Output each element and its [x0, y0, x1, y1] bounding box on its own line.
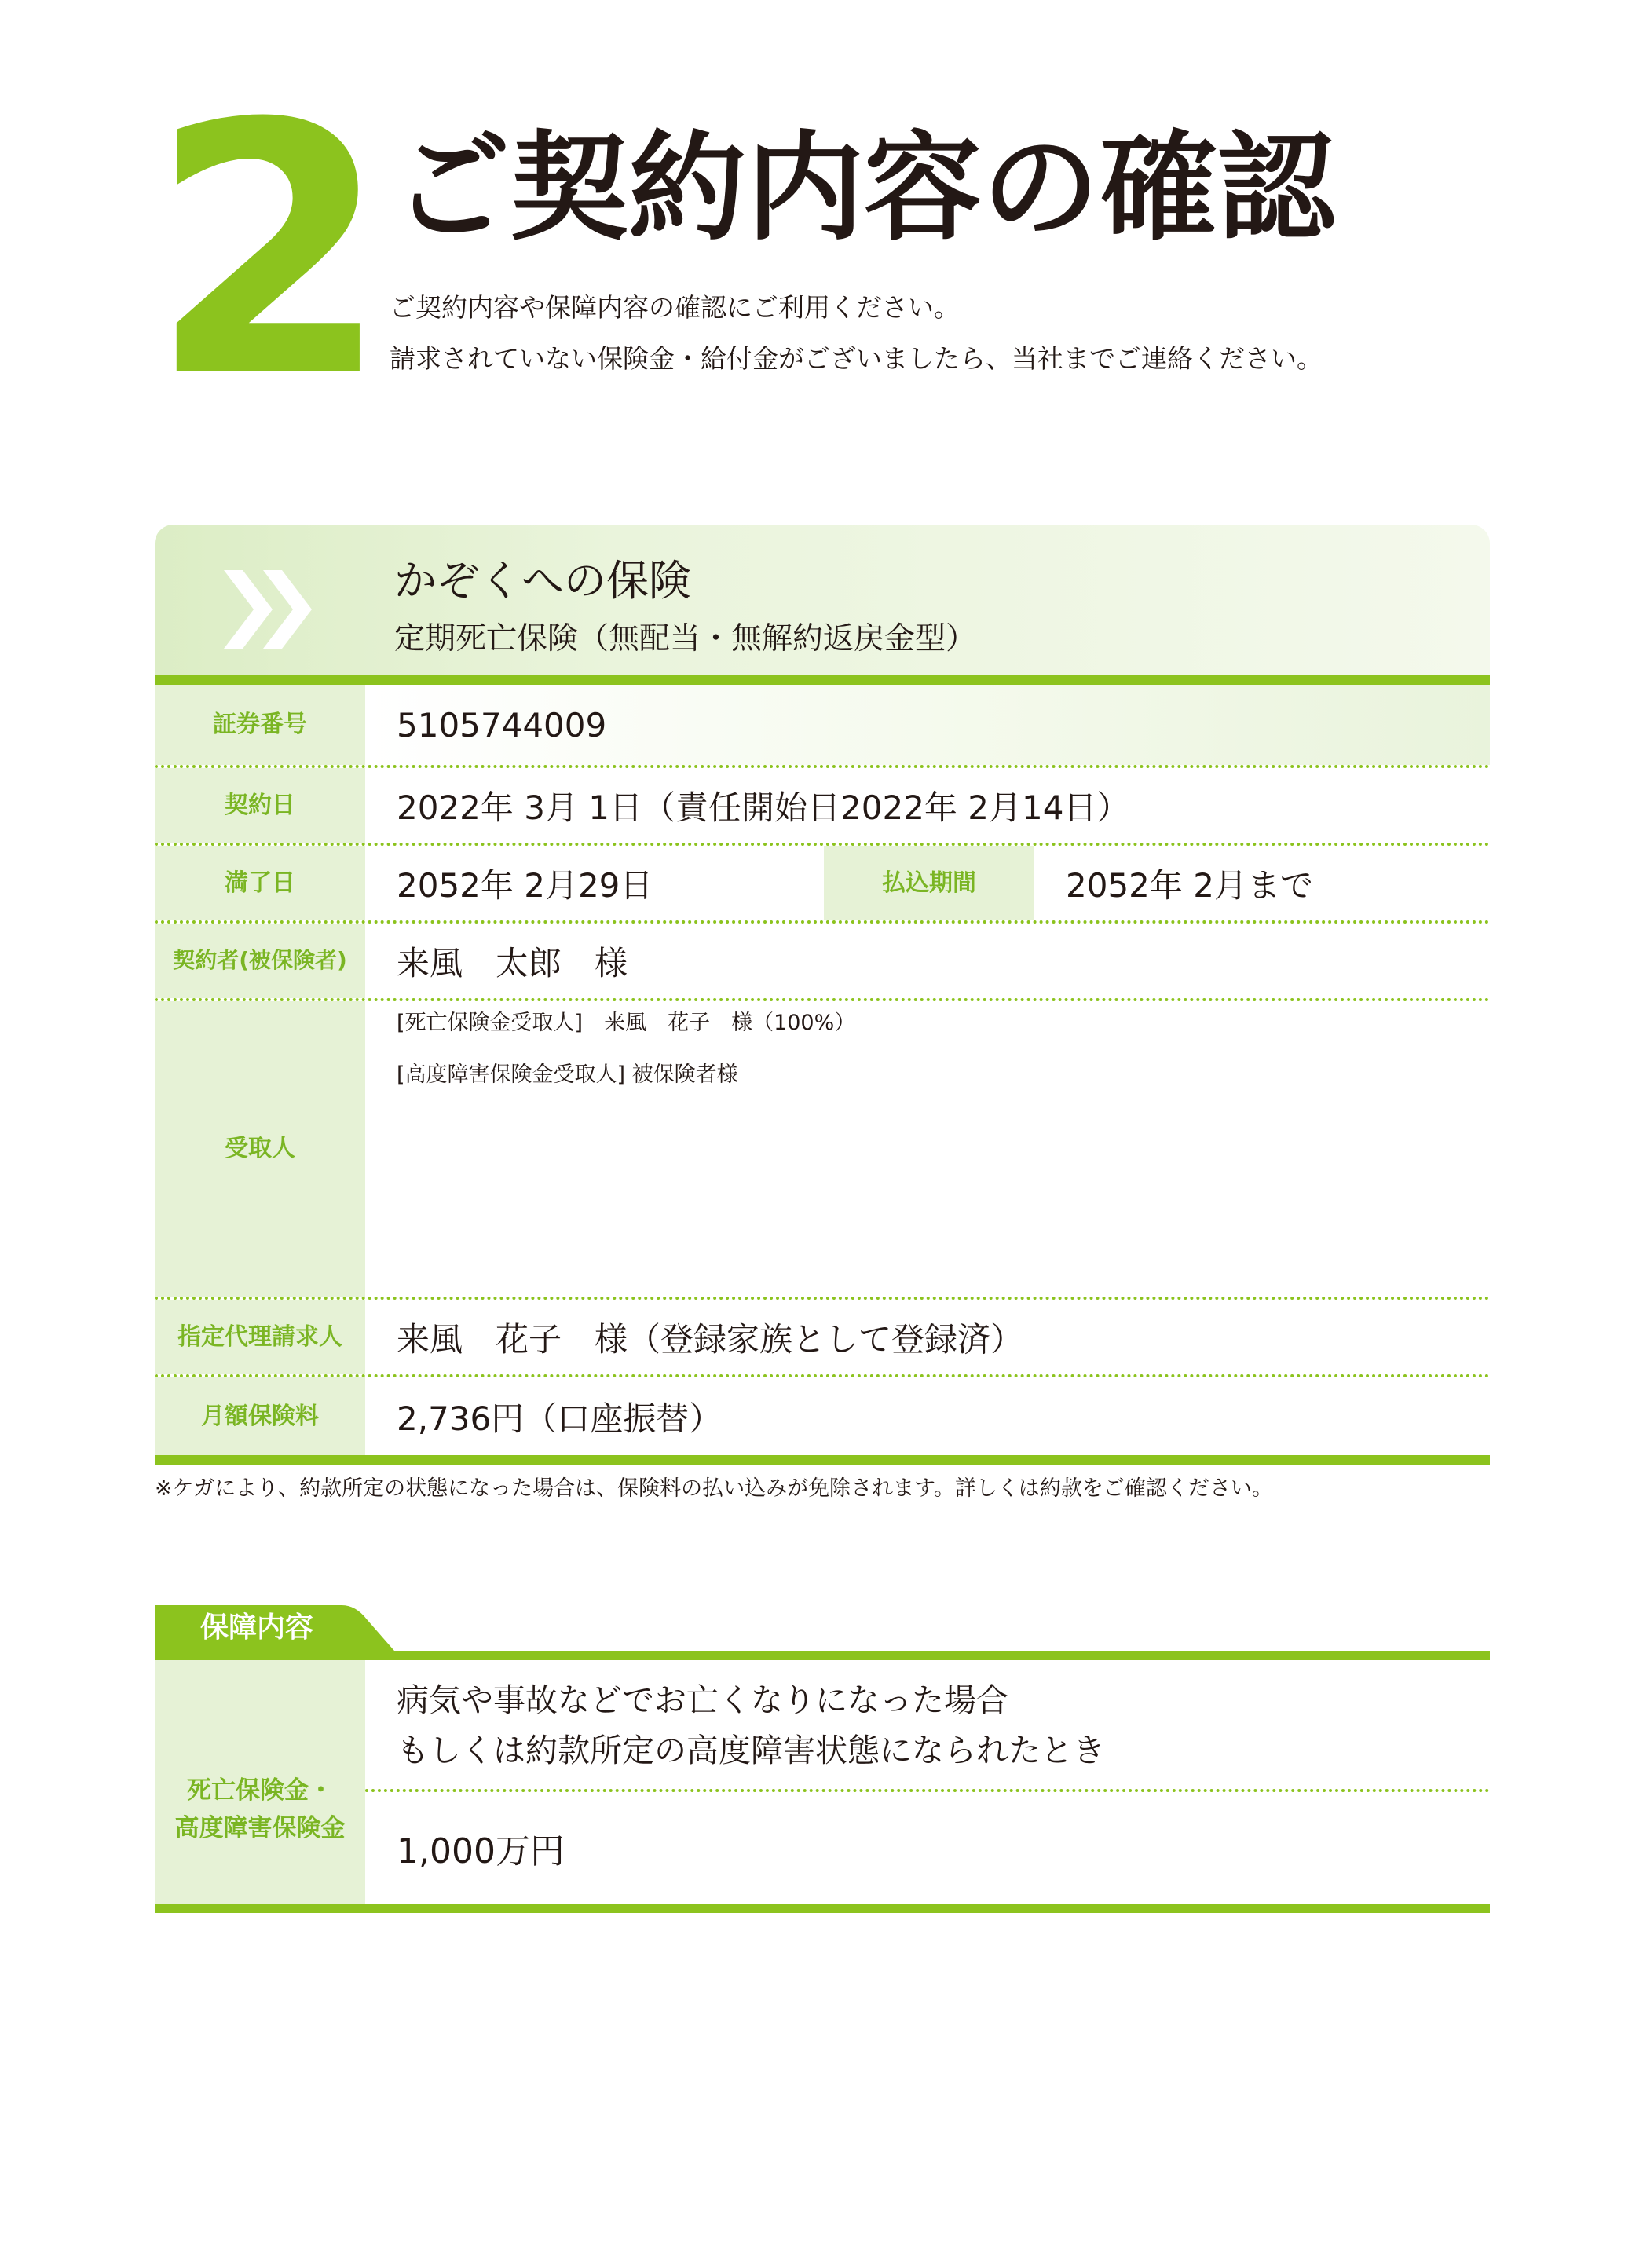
page-title: ご契約内容の確認 — [393, 120, 1336, 257]
coverage-body — [155, 1660, 1490, 1904]
beneficiary-value — [365, 1001, 1490, 1297]
maturity-value: 2052年 2月29日 — [365, 846, 824, 920]
plan-name: かぞくへの保険 — [394, 556, 691, 605]
row-policy-number — [155, 685, 1490, 768]
payment-period-label: 払込期間 — [824, 846, 1034, 920]
monthly-premium-label: 月額保険料 — [155, 1377, 365, 1455]
policyholder-label: 契約者(被保険者) — [155, 924, 365, 998]
divider — [155, 1455, 1490, 1465]
coverage-condition-line1: 病気や事故などでお亡くなりになった場合 — [397, 1681, 1008, 1719]
row-beneficiary — [155, 1001, 1490, 1300]
contract-card-header — [155, 525, 1490, 675]
death-beneficiary: [死亡保険金受取人] 来風 花子 様（100%） — [397, 1011, 856, 1035]
policy-number-value: 5105744009 — [365, 685, 1490, 765]
coverage-item-label-line1: 死亡保険金・ — [187, 1776, 333, 1805]
divider — [155, 1651, 1490, 1660]
policyholder-value: 来風 太郎 様 — [365, 924, 1490, 998]
coverage-amount: 1,000万円 — [397, 1831, 565, 1871]
divider — [155, 675, 1490, 685]
proxy-claimant-label: 指定代理請求人 — [155, 1300, 365, 1374]
monthly-premium-value: 2,736円（口座振替） — [365, 1377, 1490, 1455]
coverage-condition — [365, 1660, 1490, 1792]
divider — [155, 1904, 1490, 1913]
footnote: ※ケガにより、約款所定の状態になった場合は、保険料の払い込みが免除されます。詳しくは約款をご確認ください。 — [155, 1476, 1273, 1501]
beneficiary-label: 受取人 — [155, 1001, 365, 1297]
row-policyholder — [155, 924, 1490, 1001]
contract-card — [155, 525, 1490, 1465]
row-monthly-premium — [155, 1377, 1490, 1455]
coverage-section — [155, 1605, 1490, 1913]
section-number: 2 — [149, 50, 382, 452]
coverage-item-label-line2: 高度障害保険金 — [174, 1814, 346, 1842]
row-contract-date — [155, 768, 1490, 846]
payment-period-value: 2052年 2月まで — [1034, 846, 1490, 920]
double-chevron-right-icon — [224, 570, 318, 649]
maturity-label: 満了日 — [155, 846, 365, 920]
row-proxy-claimant — [155, 1300, 1490, 1377]
coverage-detail — [365, 1660, 1490, 1904]
disability-beneficiary: [高度障害保険金受取人] 被保険者様 — [397, 1063, 738, 1087]
coverage-item-label — [155, 1660, 365, 1904]
coverage-tab-label: 保障内容 — [200, 1611, 314, 1644]
policy-number-label: 証券番号 — [155, 685, 365, 765]
coverage-condition-line2: もしくは約款所定の高度障害状態になられたとき — [397, 1731, 1105, 1769]
intro-text-line2: 請求されていない保険金・給付金がございましたら、当社までご連絡ください。 — [390, 343, 1323, 374]
contract-date-value: 2022年 3月 1日（責任開始日2022年 2月14日） — [365, 768, 1490, 843]
contract-date-label: 契約日 — [155, 768, 365, 843]
intro-text-line1: ご契約内容や保障内容の確認にご利用ください。 — [390, 292, 960, 323]
plan-type: 定期死亡保険（無配当・無解約返戻金型） — [394, 621, 977, 657]
row-maturity — [155, 846, 1490, 924]
coverage-tab — [155, 1605, 1490, 1651]
proxy-claimant-value: 来風 花子 様（登録家族として登録済） — [365, 1300, 1490, 1374]
